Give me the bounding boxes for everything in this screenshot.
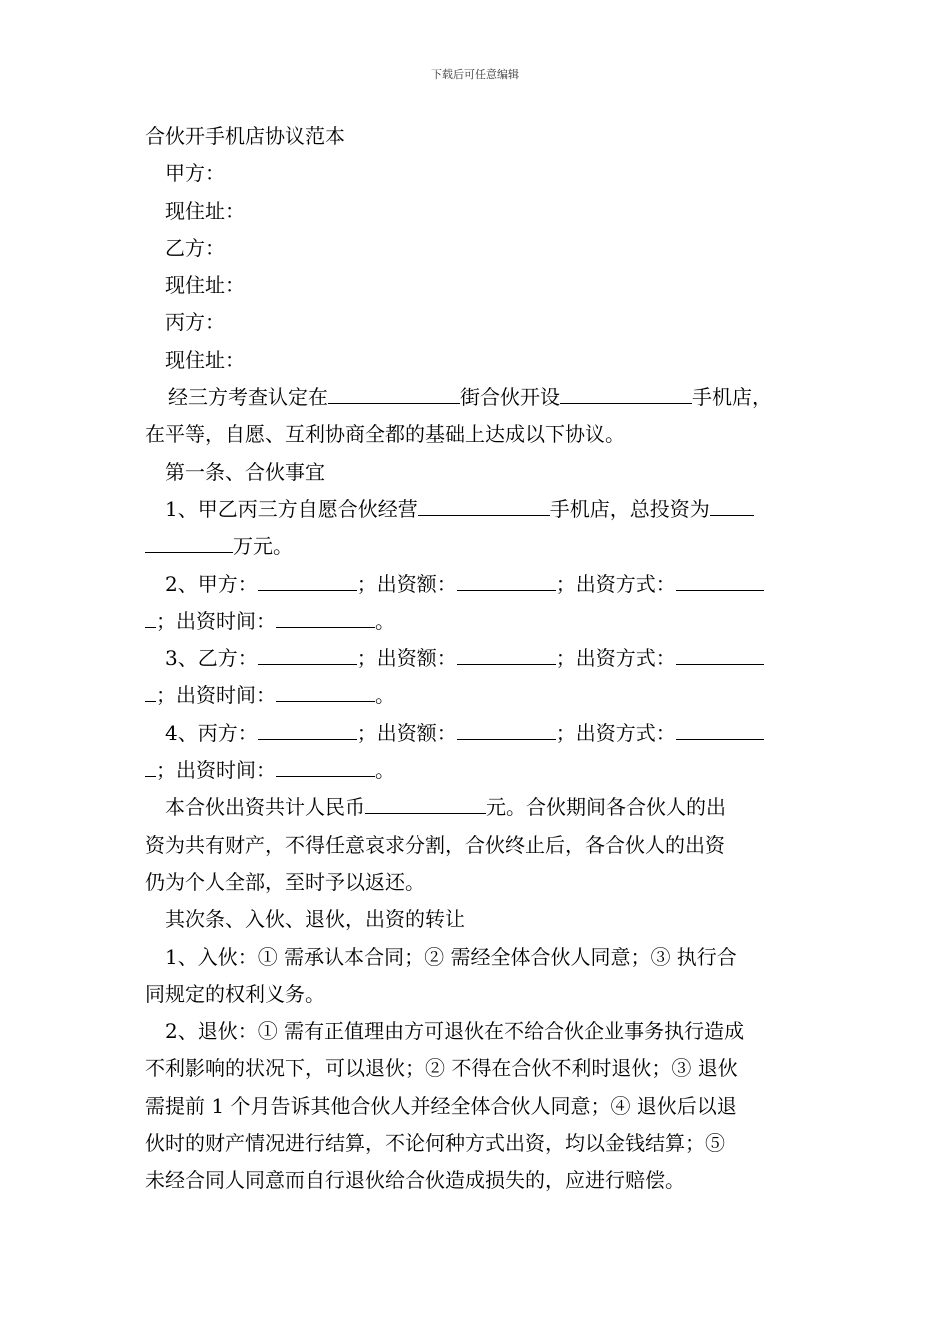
- time-label: ；出资时间：: [156, 683, 276, 708]
- party-c-method-blank[interactable]: [676, 717, 764, 740]
- party-a-method-blank-end[interactable]: [145, 605, 156, 628]
- period: 。: [375, 608, 395, 633]
- party-a-capital-blank[interactable]: [457, 568, 556, 591]
- party-b-method-blank-end[interactable]: [145, 679, 156, 702]
- time-label: ；出资时间：: [156, 758, 276, 783]
- join-line-1: 1、入伙：① 需承认本合同；② 需经全体合伙人同意；③ 执行合: [165, 944, 737, 969]
- street-blank[interactable]: [328, 381, 460, 404]
- article-1-item-4-cont: [145, 752, 810, 789]
- page-header: 下载后可任意编辑: [431, 68, 519, 81]
- method-label: ；出资方式：: [555, 646, 676, 671]
- method-label: ；出资方式：: [555, 571, 676, 596]
- article-1-item-3: [145, 640, 810, 677]
- party-b-label: 乙方：: [165, 235, 225, 260]
- party-b-method-blank[interactable]: [676, 642, 764, 665]
- article-1-item-4: [145, 715, 810, 752]
- article-1-item-1: [145, 491, 810, 528]
- quit-line-1: 2、退伙：① 需有正值理由方可退伙在不给合伙企业事务执行造成: [165, 1019, 745, 1044]
- total-text-2: 元。合伙期间各合伙人的出: [486, 795, 726, 820]
- party-a-name-blank[interactable]: [258, 568, 357, 591]
- article-1-item-3-cont: [145, 677, 810, 714]
- join-line-2: 同规定的权利义务。: [145, 981, 325, 1006]
- party-c-name-blank[interactable]: [258, 717, 357, 740]
- document-title: 合伙开手机店协议范本: [145, 124, 345, 148]
- party-a-time-blank[interactable]: [276, 605, 375, 628]
- article-1-title: 第一条、合伙事宜: [165, 459, 325, 484]
- intro-text-2: 街合伙开设: [460, 385, 560, 410]
- party-b-name-blank[interactable]: [258, 642, 357, 665]
- capital-label: ；出资额：: [356, 571, 457, 596]
- total-amount-blank[interactable]: [365, 791, 486, 814]
- total-text-1: 本合伙出资共计人民币: [165, 795, 365, 820]
- total-capital-line-2: 资为共有财产，不得任意哀求分割，合伙终止后，各合伙人的出资: [145, 832, 725, 857]
- party-a-item-label: 2、甲方：: [165, 571, 258, 596]
- party-c-label: 丙方：: [165, 310, 225, 335]
- total-capital-line-1: [145, 789, 810, 826]
- party-b-item-label: 3、乙方：: [165, 646, 258, 671]
- party-c-time-blank[interactable]: [276, 754, 375, 777]
- intro-line-1: [145, 379, 810, 416]
- investment-blank-start[interactable]: [710, 493, 754, 516]
- article-1-item-1-cont: [145, 528, 810, 565]
- item-1-text-1: 1、甲乙丙三方自愿合伙经营: [165, 496, 418, 521]
- party-b-address-label: 现住址：: [165, 273, 245, 298]
- item-1-text-2: 手机店，总投资为: [549, 496, 710, 521]
- quit-line-4: 伙时的财产情况进行结算，不论何种方式出资，均以金钱结算；⑤: [145, 1131, 725, 1156]
- shop-blank[interactable]: [418, 493, 550, 516]
- total-capital-line-3: 仍为个人全部，至时予以返还。: [145, 869, 425, 894]
- quit-line-3: 需提前 1 个月告诉其他合伙人并经全体合伙人同意；④ 退伙后以退: [145, 1093, 737, 1118]
- item-1-text-3: 万元。: [233, 534, 293, 559]
- intro-text-3: 手机店，: [692, 385, 772, 410]
- period: 。: [375, 683, 395, 708]
- party-b-time-blank[interactable]: [276, 679, 375, 702]
- capital-label: ；出资额：: [356, 646, 457, 671]
- party-a-address-label: 现住址：: [165, 198, 245, 223]
- party-a-method-blank[interactable]: [676, 568, 764, 591]
- shop-name-blank[interactable]: [560, 381, 692, 404]
- time-label: ；出资时间：: [156, 608, 276, 633]
- party-c-method-blank-end[interactable]: [145, 754, 156, 777]
- capital-label: ；出资额：: [356, 720, 457, 745]
- party-c-capital-blank[interactable]: [457, 717, 556, 740]
- quit-line-5: 未经合同人同意而自行退伙给合伙造成损失的，应进行赔偿。: [145, 1168, 685, 1193]
- document-body: [145, 118, 810, 1200]
- quit-line-2: 不利影响的状况下，可以退伙；② 不得在合伙不利时退伙；③ 退伙: [145, 1056, 738, 1081]
- party-b-capital-blank[interactable]: [457, 642, 556, 665]
- article-1-item-2: [145, 566, 810, 603]
- party-c-address-label: 现住址：: [165, 347, 245, 372]
- method-label: ；出资方式：: [555, 720, 676, 745]
- article-2-title: 其次条、入伙、退伙，出资的转让: [165, 907, 465, 932]
- intro-line-2: 在平等，自愿、互利协商全都的基础上达成以下协议。: [145, 422, 625, 447]
- intro-text-1: 经三方考查认定在: [168, 385, 328, 410]
- period: 。: [375, 758, 395, 783]
- investment-blank-end[interactable]: [145, 530, 233, 553]
- article-1-item-2-cont: [145, 603, 810, 640]
- party-a-label: 甲方：: [165, 161, 225, 186]
- party-c-item-label: 4、丙方：: [165, 720, 258, 745]
